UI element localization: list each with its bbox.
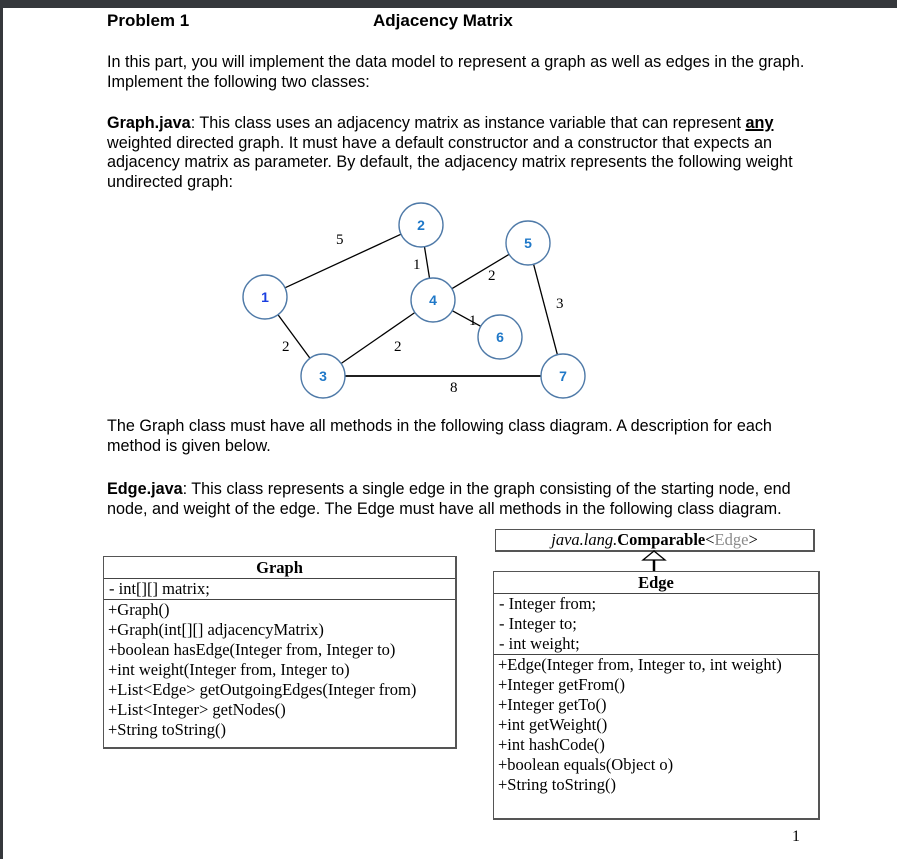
edge-weight-label: 2: [282, 339, 290, 355]
page-title: Adjacency Matrix: [373, 11, 513, 30]
comparable-interface-box: [495, 529, 815, 552]
comparable-package: java.lang.: [551, 530, 618, 549]
inheritance-arrow-icon: [639, 550, 669, 572]
uml-method: +String toString(): [498, 775, 616, 794]
graph-class-attributes: [104, 579, 455, 600]
any-emphasis: any: [745, 114, 774, 132]
uml-method: +boolean hasEdge(Integer from, Integer to): [108, 640, 396, 659]
uml-method: +Graph(): [108, 600, 170, 619]
uml-method: +boolean equals(Object o): [498, 755, 674, 774]
uml-method: +int getWeight(): [498, 715, 608, 734]
graph-edge: [341, 313, 415, 364]
graph-node-label: 1: [261, 289, 269, 305]
edge-java-text: : This class represents a single edge in the graph consisting of the starting node, end node, and weight of the edge. The Edge must have all methods in the following class diagram.: [107, 480, 791, 518]
graph-java-text-2: weighted directed graph. It must have a default constructor and a constructor that expects an adjacency matrix as parameter. By default, the adjacency matrix represents the following weight undirected graph:: [107, 133, 793, 191]
edge-class-title: Edge: [494, 572, 818, 594]
graph-node-label: 3: [319, 368, 327, 384]
uml-method: +String toString(): [108, 720, 226, 739]
comparable-generic: Edge: [714, 530, 749, 549]
edge-weight-label: 2: [394, 339, 402, 355]
graph-nodes: [243, 203, 585, 398]
graph-node-label: 7: [559, 368, 567, 384]
uml-method: +Integer getFrom(): [498, 675, 626, 694]
uml-method: +Graph(int[][] adjacencyMatrix): [108, 620, 324, 639]
edge-weight-label: 1: [469, 313, 477, 329]
graph-java-text-1: : This class uses an adjacency matrix as instance variable that can represent: [190, 114, 746, 132]
graph-node-label: 5: [524, 235, 532, 251]
uml-attribute: - Integer from;: [499, 594, 597, 613]
comparable-open: <: [705, 530, 715, 549]
problem-label: Problem 1: [107, 11, 190, 30]
edge-weight-label: 5: [336, 232, 344, 248]
edge-java-label: Edge.java: [107, 480, 183, 498]
weighted-graph-diagram: [3, 8, 897, 428]
graph-node-label: 6: [496, 329, 504, 345]
graph-class-title: Graph: [104, 557, 455, 579]
uml-attribute: - int[][] matrix;: [109, 579, 210, 598]
graph-node-label: 4: [429, 292, 437, 308]
edge-weight-label: 8: [450, 380, 458, 396]
uml-method: +Integer getTo(): [498, 695, 607, 714]
graph-class-diagram: [103, 556, 457, 749]
document-page: [3, 8, 897, 859]
graph-edge: [424, 247, 429, 279]
uml-method: +int weight(Integer from, Integer to): [108, 660, 350, 679]
edge-weight-label: 3: [556, 296, 564, 312]
uml-method: +int hashCode(): [498, 735, 605, 754]
uml-attribute: - int weight;: [499, 634, 580, 653]
graph-edge: [534, 264, 558, 354]
edge-class-methods: [494, 655, 818, 795]
intro-paragraph: In this part, you will implement the data model to represent a graph as well as edges in the graph. Implement the following two classes:: [107, 53, 805, 91]
uml-attribute: - Integer to;: [499, 614, 577, 633]
uml-method: +Edge(Integer from, Integer to, int weight): [498, 655, 782, 674]
graph-class-paragraph: The Graph class must have all methods in the following class diagram. A description for each method is given below.: [107, 417, 772, 455]
edge-class-attributes: [494, 594, 818, 655]
page-number: 1: [792, 828, 800, 845]
edge-weight-label: 1: [413, 257, 421, 273]
graph-edge: [452, 254, 509, 288]
uml-method: +List<Edge> getOutgoingEdges(Integer from): [108, 680, 417, 699]
edge-java-paragraph: [107, 480, 807, 519]
graph-class-methods: [104, 600, 455, 740]
comparable-close: >: [748, 530, 758, 549]
graph-node-label: 2: [417, 217, 425, 233]
comparable-name: Comparable: [617, 530, 706, 549]
graph-java-label: Graph.java: [107, 114, 191, 132]
edge-weight-label: 2: [488, 268, 496, 284]
uml-method: +List<Integer> getNodes(): [108, 700, 286, 719]
edge-class-diagram: [493, 571, 820, 820]
